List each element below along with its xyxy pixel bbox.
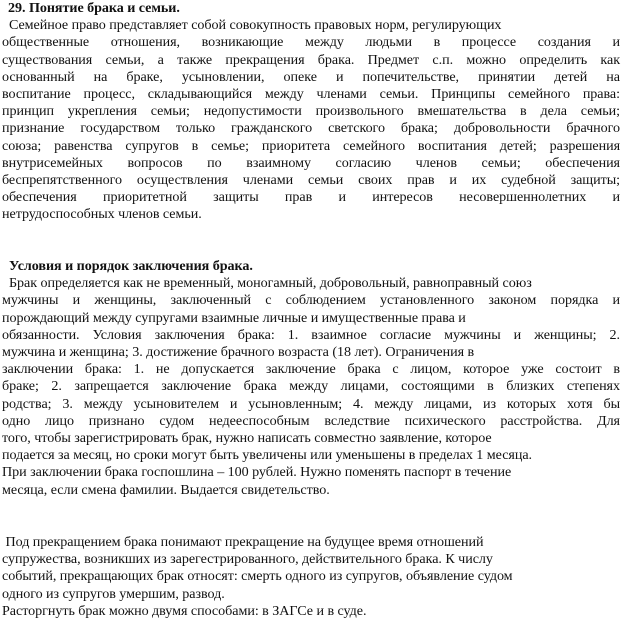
paragraph-line: существования семьи, а также прекращения брака. Предмет с.п. можно определить как xyxy=(2,51,620,68)
paragraph-line: признание государством только гражданского светского брака; добровольности брачного xyxy=(2,120,620,137)
paragraph-line: подается за месяц, но сроки могут быть увеличены или уменьшены в пределах 1 месяца. xyxy=(2,447,533,464)
paragraph-line: мужчины и женщины, заключенный с соблюдением установленного законом порядка и xyxy=(2,292,620,309)
paragraph-line: нетрудоспособных членов семьи. xyxy=(2,206,202,223)
paragraph-line: союза; равенства супругов в семье; приоритета семейного воспитания детей; разрешения xyxy=(2,137,620,154)
paragraph-line: принцип укрепления семьи; недопустимости произвольного вмешательства в дела семьи; xyxy=(2,103,620,120)
paragraph-line: супружества, возникших из зарегестрированного, действительного брака. К числу xyxy=(2,551,493,568)
paragraph-line: обеспечения приоритетной защиты прав и интересов несовершеннолетних и xyxy=(2,189,620,206)
paragraph-line: Семейное право представляет собой совокупность правовых норм, регулирующих xyxy=(2,17,502,34)
paragraph-line: браке; 2. запрещается заключение брака между лицами, состоящими в близких степенях xyxy=(2,378,620,395)
paragraph-line: Под прекращением брака понимают прекращение на будущее время отношений xyxy=(2,534,484,550)
section-heading: Условия и порядок заключения брака. xyxy=(2,258,253,274)
paragraph-line: порождающий между супругами взаимные личные и имущественные права и xyxy=(2,309,466,326)
paragraph-line: одного из супругов умершим, развод. xyxy=(2,585,225,602)
section-divorce xyxy=(2,534,620,620)
paragraph-line: заключении брака: 1. не допускается заключение брака с лицом, которое уже состоит в xyxy=(2,361,620,378)
section-heading: 29. Понятие брака и семьи. xyxy=(8,0,180,16)
paragraph-line: обязанности. Условия заключения брака: 1. взаимное согласие мужчины и женщины; 2. xyxy=(2,326,620,343)
paragraph-line: мужчина и женщина; 3. достижение брачного возраста (18 лет). Ограничения в xyxy=(2,344,475,361)
section-family-law xyxy=(2,0,620,224)
paragraph-line: Брак определяется как не временный, моногамный, добровольный, равноправный союз xyxy=(2,275,532,292)
paragraph-line: внутрисемейных вопросов по взаимному согласию членов семьи; обеспечения xyxy=(2,154,620,171)
paragraph-line: того, чтобы зарегистрировать брак, нужно написать совместно заявление, которое xyxy=(2,430,492,447)
paragraph-line: основанный на браке, усыновлении, опеке и попечительстве, принятии детей на xyxy=(2,68,620,85)
paragraph-line: одно лицо признано судом недееспособным вследствие психического расстройства. Для xyxy=(2,412,620,429)
section-marriage-conditions xyxy=(2,258,620,499)
paragraph-line: При заключении брака госпошлина – 100 рублей. Нужно поменять паспорт в течение xyxy=(2,464,512,481)
paragraph-line: воспитание процесс, складывающийся между членами семьи. Принципы семейного права: xyxy=(2,86,620,103)
paragraph-line: беспрепятственного осуществления членами семьи своих прав и их судебной защиты; xyxy=(2,172,620,189)
paragraph-line: месяца, если смена фамилии. Выдается свидетельство. xyxy=(2,481,330,498)
paragraph-line: общественные отношения, возникающие между людьми в процессе создания и xyxy=(2,34,620,51)
paragraph-line: Расторгнуть брак можно двумя способами: в ЗАГСе и в суде. xyxy=(2,602,367,619)
paragraph-line: родства; 3. между усыновителем и усыновленным; 4. между лицами, из которых хотя бы xyxy=(2,395,620,412)
paragraph-line: событий, прекращающих брак относят: смерть одного из супругов, объявление судом xyxy=(2,568,513,585)
